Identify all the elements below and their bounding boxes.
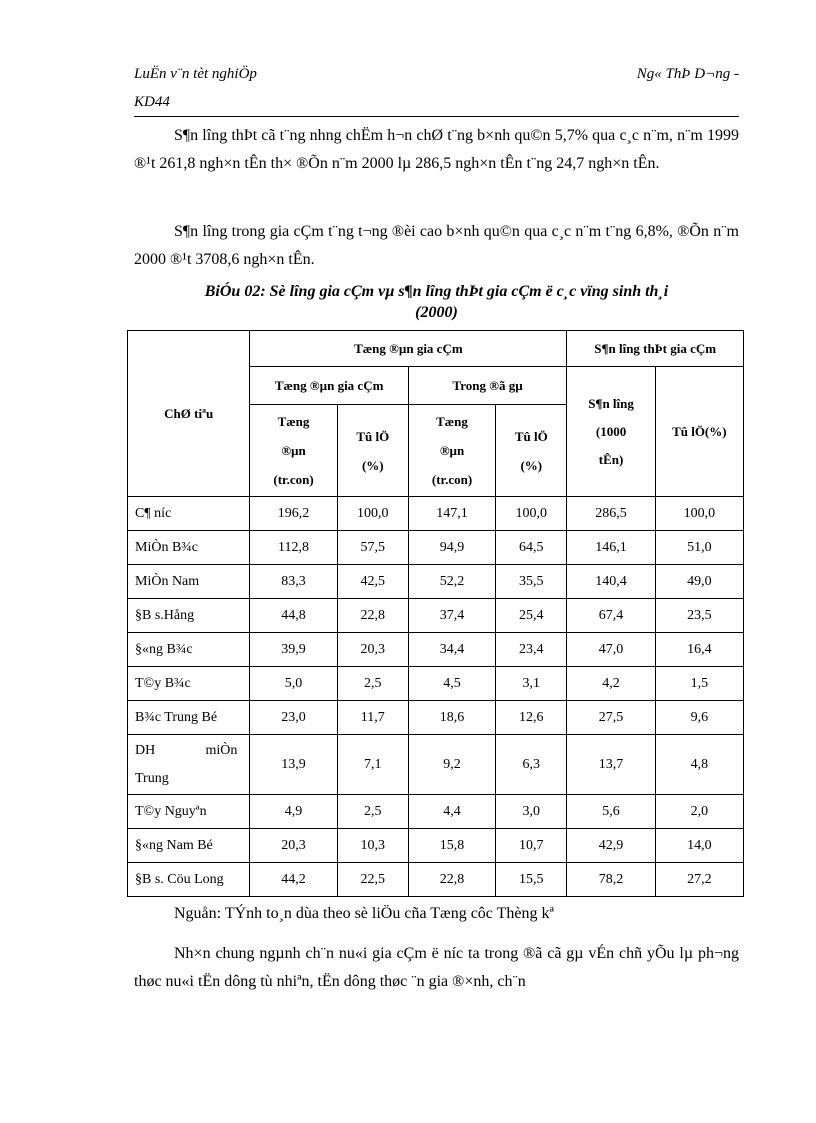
cell-value: 39,9 [250,633,337,667]
cell-value: 34,4 [408,633,495,667]
cell-value: 2,0 [655,795,743,829]
header-sub-chicken: Trong ®ã gµ [408,367,567,405]
table-caption [134,281,739,323]
header-rule [134,116,739,117]
cell-value: 44,8 [250,599,337,633]
cell-value: 12,6 [496,701,567,735]
row-label: MiÒn B¾c [128,531,250,565]
cell-value: 10,3 [337,829,408,863]
paragraph-egg-output: S¶n lîng trong gia cÇm t¨ng t¬ng ®èi cao b×nh qu©n qua c¸c n¨m t¨ng 6,8%, ®Õn n¨m 2000 ®¹t 3708,6 ngh×n tÊn. [134,223,739,268]
table-row [128,863,744,897]
header-indicator: ChØ tiªu [128,331,250,497]
row-label: B¾c Trung Bé [128,701,250,735]
row-label: T©y B¾c [128,667,250,701]
cell-value: 23,5 [655,599,743,633]
paragraph-conclusion: Nh×n chung ngµnh ch¨n nu«i gia cÇm ë níc ta trong ®ã cã gµ vÉn chñ yÕu lµ ph¬ng thøc nu«i tËn dông tù nhiªn, tËn dông thøc ¨n gia ®×nh, ch¨n [134,945,739,990]
header-author: Ng« ThÞ D¬ng - [636,66,739,82]
cell-value: 83,3 [250,565,337,599]
cell-value: 44,2 [250,863,337,897]
source-note: Nguån: TÝnh to¸n dùa theo sè liÖu cña Tæng côc Thèng kª [174,905,554,922]
cell-value: 100,0 [337,497,408,531]
cell-value: 6,3 [496,735,567,795]
cell-value: 1,5 [655,667,743,701]
cell-value: 4,4 [408,795,495,829]
cell-value: 49,0 [655,565,743,599]
row-label: MiÒn Nam [128,565,250,599]
page-header [134,66,739,83]
cell-value: 4,2 [567,667,655,701]
cell-value: 5,0 [250,667,337,701]
cell-value: 13,7 [567,735,655,795]
cell-value: 23,4 [496,633,567,667]
cell-value: 16,4 [655,633,743,667]
cell-value: 35,5 [496,565,567,599]
cell-value: 42,9 [567,829,655,863]
table-row [128,599,744,633]
table-row [128,531,744,565]
cell-value: 78,2 [567,863,655,897]
cell-value: 23,0 [250,701,337,735]
cell-value: 2,5 [337,667,408,701]
cell-value: 4,5 [408,667,495,701]
table-row [128,735,744,795]
cell-value: 22,8 [408,863,495,897]
table-row [128,497,744,531]
cell-value: 67,4 [567,599,655,633]
cell-value: 5,6 [567,795,655,829]
cell-value: 22,8 [337,599,408,633]
row-label: DH miÒn Trung [128,735,250,795]
cell-value: 146,1 [567,531,655,565]
header-chicken-share: Tû lÖ (%) [496,405,567,497]
cell-value: 37,4 [408,599,495,633]
cell-value: 15,5 [496,863,567,897]
cell-value: 64,5 [496,531,567,565]
cell-value: 3,0 [496,795,567,829]
cell-value: 20,3 [337,633,408,667]
cell-value: 196,2 [250,497,337,531]
cell-value: 42,5 [337,565,408,599]
cell-value: 25,4 [496,599,567,633]
table-caption-year: (2000) [415,304,458,321]
cell-value: 27,5 [567,701,655,735]
cell-value: 27,2 [655,863,743,897]
cell-value: 52,2 [408,565,495,599]
header-class-code: KD44 [134,94,170,110]
cell-value: 112,8 [250,531,337,565]
header-sub-total-flock: Tæng ®µn gia cÇm [250,367,409,405]
row-label: §B s. Cöu Long [128,863,250,897]
row-label: §B s.Hång [128,599,250,633]
header-group-total-flock: Tæng ®µn gia cÇm [250,331,567,367]
table-row [128,667,744,701]
cell-value: 2,5 [337,795,408,829]
row-label: C¶ níc [128,497,250,531]
cell-value: 7,1 [337,735,408,795]
cell-value: 9,6 [655,701,743,735]
cell-value: 4,9 [250,795,337,829]
header-thesis-title: LuËn v¨n tèt nghiÖp [134,66,257,82]
table-row [128,565,744,599]
cell-value: 100,0 [496,497,567,531]
paragraph-meat-output: S¶n lîng thÞt cã t¨ng nhng chËm h¬n chØ t¨ng b×nh qu©n 5,7% qua c¸c n¨m, n¨m 1999 ®¹t 261,8 ngh×n tÊn th× ®Õn n¨m 2000 lµ 286,5 ngh×n tÊn t¨ng 24,7 ngh×n tÊn. [134,127,739,172]
cell-value: 10,7 [496,829,567,863]
cell-value: 9,2 [408,735,495,795]
cell-value: 147,1 [408,497,495,531]
header-group-meat: S¶n lîng thÞt gia cÇm [567,331,744,367]
cell-value: 20,3 [250,829,337,863]
cell-value: 4,8 [655,735,743,795]
cell-value: 15,8 [408,829,495,863]
cell-value: 51,0 [655,531,743,565]
header-total-share: Tû lÖ (%) [337,405,408,497]
cell-value: 3,1 [496,667,567,701]
cell-value: 22,5 [337,863,408,897]
table-caption-title: BiÓu 02: Sè lîng gia cÇm vµ s¶n lîng thÞt gia cÇm ë c¸c vïng sinh th¸i [204,283,669,300]
poultry-table [127,330,744,897]
cell-value: 47,0 [567,633,655,667]
table-row [128,829,744,863]
header-total-count: Tæng ®µn (tr.con) [250,405,337,497]
table-row [128,701,744,735]
cell-value: 57,5 [337,531,408,565]
row-label: §«ng B¾c [128,633,250,667]
cell-value: 94,9 [408,531,495,565]
cell-value: 11,7 [337,701,408,735]
cell-value: 13,9 [250,735,337,795]
row-label: §«ng Nam Bé [128,829,250,863]
row-label: T©y Nguyªn [128,795,250,829]
table-row [128,633,744,667]
header-meat-share: Tû lÖ(%) [655,367,743,497]
cell-value: 286,5 [567,497,655,531]
cell-value: 14,0 [655,829,743,863]
header-meat-output: S¶n lîng (1000 tÊn) [567,367,655,497]
cell-value: 140,4 [567,565,655,599]
cell-value: 100,0 [655,497,743,531]
cell-value: 18,6 [408,701,495,735]
table-row [128,795,744,829]
header-chicken-count: Tæng ®µn (tr.con) [408,405,495,497]
